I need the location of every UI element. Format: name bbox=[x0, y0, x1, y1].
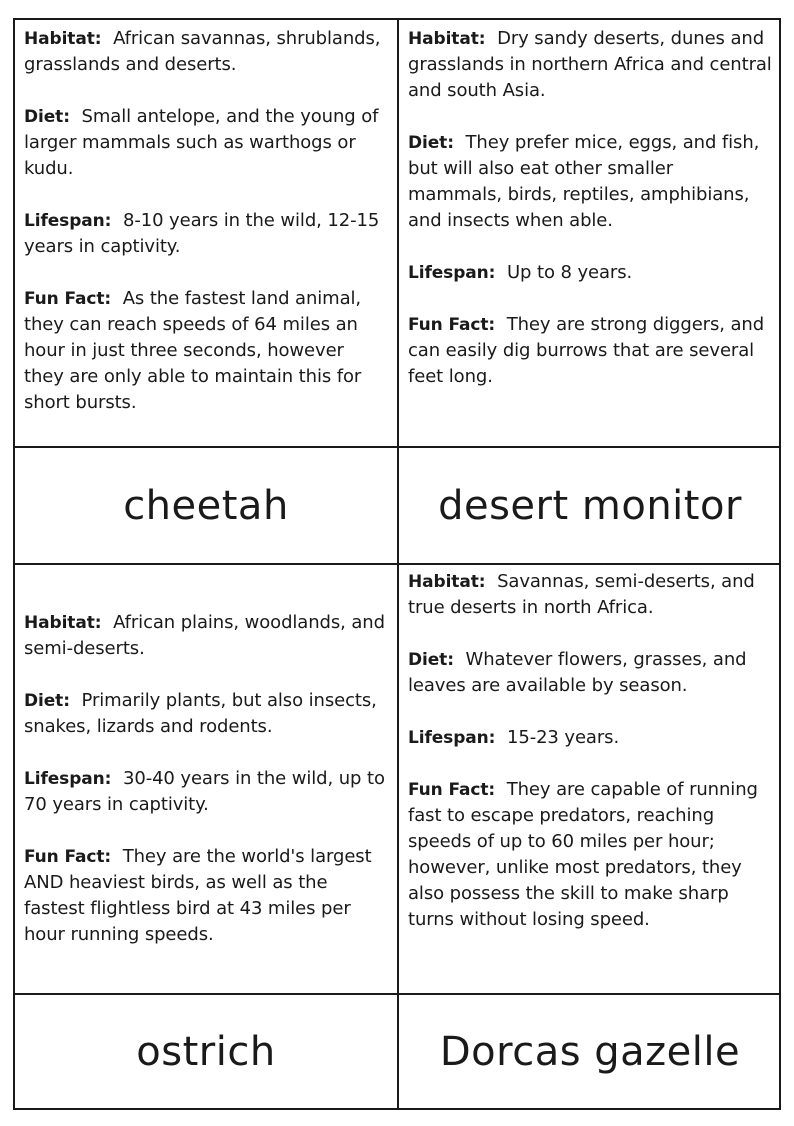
diet-fact bbox=[24, 688, 388, 740]
row-divider bbox=[15, 563, 779, 565]
diet-fact bbox=[408, 130, 772, 234]
fun-fact-text: They are capable of running fast to escape predators, reaching speeds of up to 60 miles per hour; however, unlike most predators, they also possess the skill to make sharp turns without losing speed. bbox=[408, 779, 758, 930]
habitat-text: Savannas, semi-deserts, and true deserts in north Africa. bbox=[408, 571, 755, 618]
card-info-ostrich bbox=[15, 565, 397, 993]
card-info-desert-monitor bbox=[399, 20, 781, 446]
fun-fact bbox=[408, 777, 772, 933]
fun-fact-label: Fun Fact: bbox=[24, 847, 123, 867]
habitat-label: Habitat: bbox=[408, 29, 498, 49]
animal-name: Dorcas gazelle bbox=[439, 1028, 741, 1075]
fun-fact-text: They are the world's largest AND heaviest birds, as well as the fastest flightless bird at 43 miles per hour running speeds. bbox=[24, 846, 372, 945]
diet-text: Primarily plants, but also insects, snakes, lizards and rodents. bbox=[24, 690, 377, 737]
animal-name: ostrich bbox=[136, 1028, 276, 1075]
fun-fact bbox=[24, 844, 388, 948]
fun-fact-label: Fun Fact: bbox=[24, 289, 123, 309]
lifespan-fact bbox=[408, 260, 772, 286]
fun-fact bbox=[408, 312, 772, 390]
diet-fact bbox=[24, 104, 388, 182]
lifespan-text: 30-40 years in the wild, up to 70 years in captivity. bbox=[24, 768, 385, 815]
card-info-cheetah bbox=[15, 20, 397, 446]
diet-fact bbox=[408, 647, 772, 699]
diet-text: They prefer mice, eggs, and fish, but will also eat other smaller mammals, birds, reptiles, amphibians, and insects when able. bbox=[408, 132, 760, 231]
card-info-dorcas-gazelle bbox=[399, 565, 781, 993]
habitat-label: Habitat: bbox=[24, 29, 114, 49]
diet-label: Diet: bbox=[24, 107, 82, 127]
card-name-desert-monitor bbox=[399, 448, 781, 563]
lifespan-label: Lifespan: bbox=[408, 263, 507, 283]
fun-fact-label: Fun Fact: bbox=[408, 315, 507, 335]
animal-name: cheetah bbox=[123, 482, 289, 529]
card-name-dorcas-gazelle bbox=[399, 995, 781, 1108]
lifespan-fact bbox=[24, 766, 388, 818]
habitat-label: Habitat: bbox=[24, 613, 114, 633]
habitat-fact bbox=[24, 26, 388, 78]
lifespan-fact bbox=[24, 208, 388, 260]
fun-fact-text: They are strong diggers, and can easily dig burrows that are several feet long. bbox=[408, 314, 765, 387]
animal-name: desert monitor bbox=[438, 482, 742, 529]
habitat-fact bbox=[408, 26, 772, 104]
habitat-fact bbox=[408, 569, 772, 621]
lifespan-text: Up to 8 years. bbox=[506, 262, 633, 283]
row-divider bbox=[15, 446, 779, 448]
lifespan-text: 15-23 years. bbox=[506, 727, 620, 748]
fun-fact-label: Fun Fact: bbox=[408, 780, 507, 800]
fun-fact-text: As the fastest land animal, they can reach speeds of 64 miles an hour in just three seconds, however they are only able to maintain this for short bursts. bbox=[24, 288, 362, 413]
diet-text: Whatever flowers, grasses, and leaves are available by season. bbox=[408, 649, 747, 696]
diet-label: Diet: bbox=[408, 133, 466, 153]
lifespan-label: Lifespan: bbox=[24, 211, 123, 231]
lifespan-label: Lifespan: bbox=[24, 769, 123, 789]
card-name-cheetah bbox=[15, 448, 397, 563]
diet-label: Diet: bbox=[24, 691, 82, 711]
diet-text: Small antelope, and the young of larger mammals such as warthogs or kudu. bbox=[24, 106, 379, 179]
lifespan-text: 8-10 years in the wild, 12-15 years in captivity. bbox=[24, 210, 380, 257]
habitat-text: African savannas, shrublands, grasslands and deserts. bbox=[24, 28, 381, 75]
row-divider bbox=[15, 993, 779, 995]
lifespan-fact bbox=[408, 725, 772, 751]
animal-card-sheet bbox=[13, 18, 781, 1110]
lifespan-label: Lifespan: bbox=[408, 728, 507, 748]
habitat-text: African plains, woodlands, and semi-deserts. bbox=[24, 612, 385, 659]
habitat-text: Dry sandy deserts, dunes and grasslands in northern Africa and central and south Asia. bbox=[408, 28, 772, 101]
habitat-fact bbox=[24, 610, 388, 662]
card-name-ostrich bbox=[15, 995, 397, 1108]
habitat-label: Habitat: bbox=[408, 572, 498, 592]
diet-label: Diet: bbox=[408, 650, 466, 670]
fun-fact bbox=[24, 286, 388, 416]
